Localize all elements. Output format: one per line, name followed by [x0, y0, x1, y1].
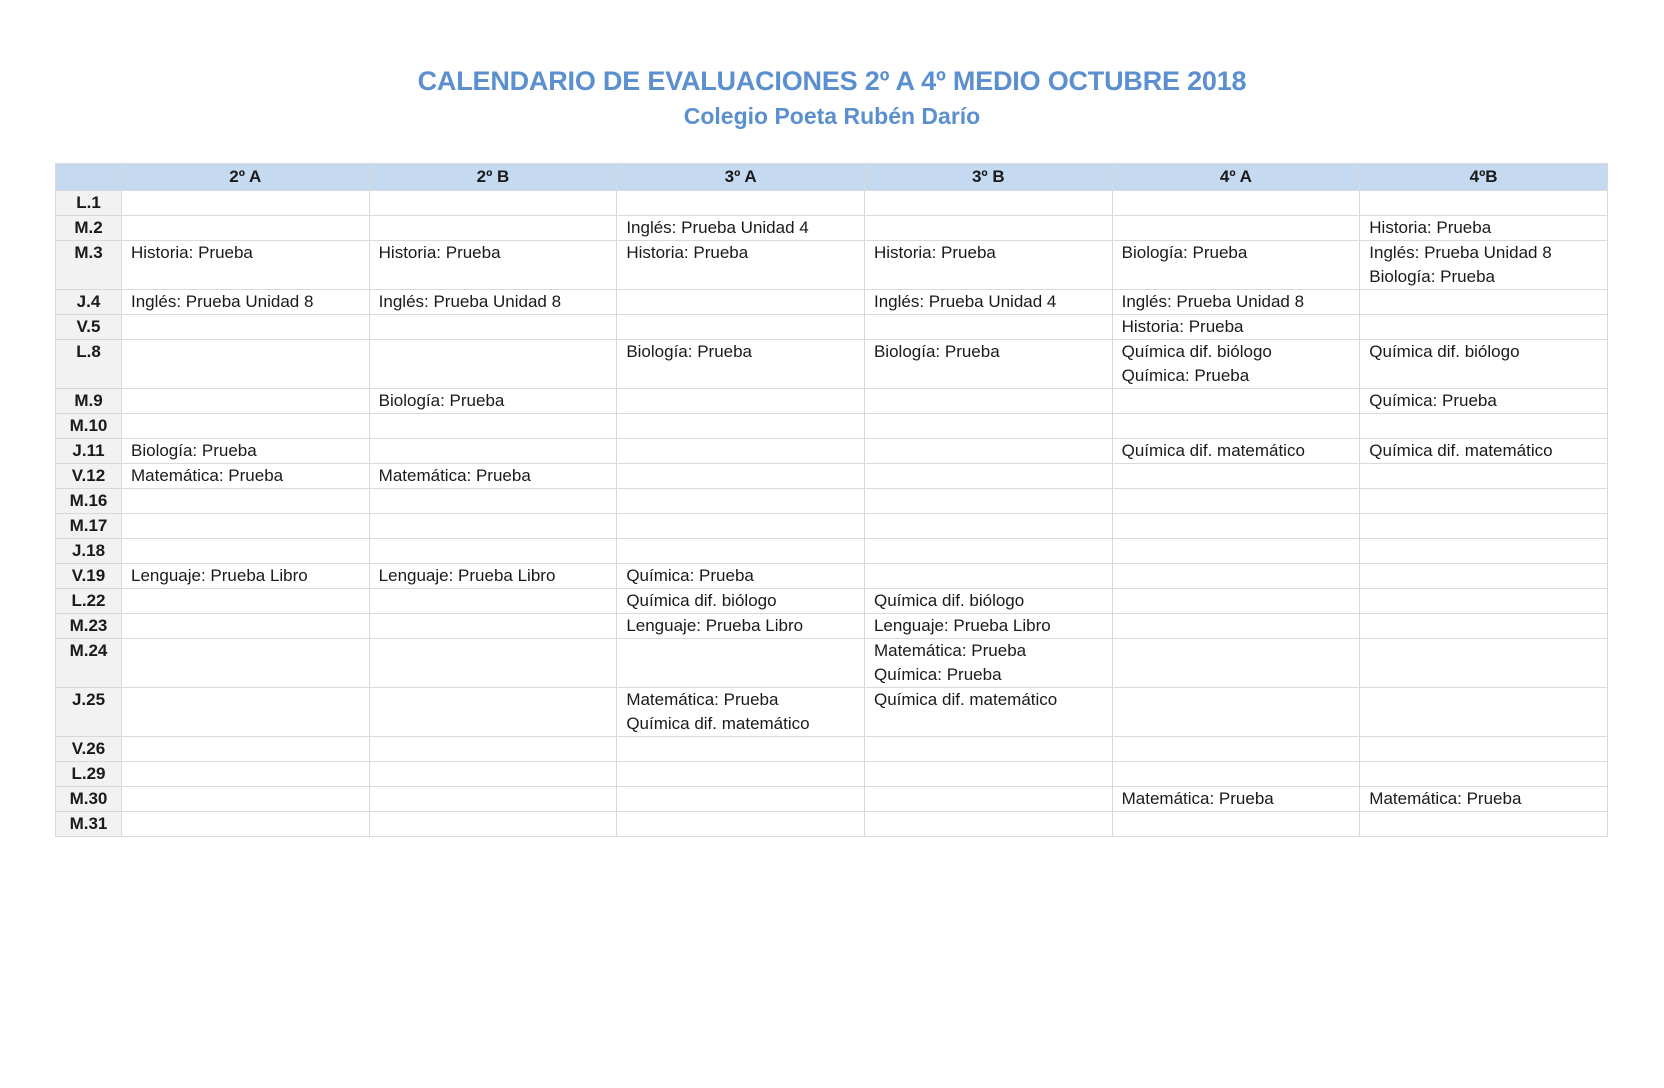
- calendar-cell: [369, 737, 617, 762]
- calendar-cell: [1360, 315, 1608, 340]
- calendar-cell: [864, 812, 1112, 837]
- calendar-cell: [1112, 614, 1360, 639]
- calendar-cell: [864, 539, 1112, 564]
- evaluation-entry: Química dif. matemático: [1121, 441, 1305, 460]
- calendar-cell: [369, 191, 617, 216]
- calendar-cell: [617, 539, 865, 564]
- evaluation-entry: Biología: Prueba: [131, 441, 257, 460]
- calendar-cell: [1360, 514, 1608, 539]
- calendar-cell: [864, 614, 1112, 639]
- calendar-cell: [1112, 389, 1360, 414]
- table-row: [56, 639, 1608, 688]
- table-row: [56, 489, 1608, 514]
- table-row: [56, 216, 1608, 241]
- calendar-cell: [617, 489, 865, 514]
- calendar-cell: [369, 290, 617, 315]
- calendar-cell: [369, 639, 617, 688]
- table-row: [56, 389, 1608, 414]
- day-label: V.5: [56, 315, 122, 340]
- calendar-cell: [1360, 737, 1608, 762]
- evaluation-entry: Historia: Prueba: [131, 243, 253, 262]
- calendar-cell: [1360, 340, 1608, 389]
- calendar-cell: [122, 639, 370, 688]
- day-label: J.11: [56, 439, 122, 464]
- table-row: [56, 614, 1608, 639]
- calendar-cell: [617, 639, 865, 688]
- evaluation-entry: Química: Prueba: [1121, 366, 1250, 385]
- table-row: [56, 340, 1608, 389]
- day-label: J.25: [56, 688, 122, 737]
- column-header: 2º B: [369, 164, 617, 191]
- evaluation-entry: Matemática: Prueba: [1121, 789, 1274, 808]
- calendar-cell: [617, 191, 865, 216]
- calendar-cell: [864, 589, 1112, 614]
- evaluation-entry: Matemática: Prueba: [131, 466, 284, 485]
- calendar-cell: [122, 315, 370, 340]
- calendar-cell: [1360, 639, 1608, 688]
- evaluation-entry: Lenguaje: Prueba Libro: [131, 566, 308, 585]
- calendar-cell: [369, 539, 617, 564]
- evaluation-entry: Matemática: Prueba: [626, 690, 779, 709]
- calendar-cell: [864, 191, 1112, 216]
- calendar-cell: [1112, 737, 1360, 762]
- calendar-cell: [1360, 290, 1608, 315]
- evaluation-entry: Lenguaje: Prueba Libro: [873, 616, 1051, 635]
- table-row: [56, 737, 1608, 762]
- calendar-cell: [864, 464, 1112, 489]
- calendar-cell: [369, 688, 617, 737]
- calendar-cell: [1360, 489, 1608, 514]
- table-row: [56, 812, 1608, 837]
- calendar-cell: [617, 414, 865, 439]
- evaluation-entry: Química: Prueba: [873, 665, 1002, 684]
- calendar-cell: [1112, 290, 1360, 315]
- calendar-cell: [864, 762, 1112, 787]
- evaluation-entry: Inglés: Prueba Unidad 4: [873, 292, 1057, 311]
- evaluation-entry: Historia: Prueba: [626, 243, 749, 262]
- calendar-cell: [122, 762, 370, 787]
- column-header: 4º A: [1112, 164, 1360, 191]
- page-subtitle: Colegio Poeta Rubén Darío: [683, 103, 981, 129]
- table-row: [56, 290, 1608, 315]
- evaluation-entry: Química dif. biólogo: [1121, 342, 1272, 361]
- table-row: [56, 589, 1608, 614]
- calendar-cell: [369, 514, 617, 539]
- calendar-cell: [1360, 216, 1608, 241]
- evaluation-entry: Historia: Prueba: [1121, 317, 1244, 336]
- calendar-cell: [369, 762, 617, 787]
- table-row: [56, 439, 1608, 464]
- calendar-cell: [617, 762, 865, 787]
- day-label: J.4: [56, 290, 122, 315]
- day-label: L.1: [56, 191, 122, 216]
- calendar-cell: [369, 589, 617, 614]
- calendar-cell: [1360, 464, 1608, 489]
- column-header: 2º A: [122, 164, 370, 191]
- day-label: M.9: [56, 389, 122, 414]
- calendar-cell: [369, 489, 617, 514]
- calendar-cell: [617, 389, 865, 414]
- evaluation-entry: Biología: Prueba: [873, 342, 1000, 361]
- calendar-cell: [617, 688, 865, 737]
- evaluation-entry: Inglés: Prueba Unidad 8: [1369, 243, 1552, 262]
- calendar-cell: [864, 439, 1112, 464]
- corner-cell: [56, 164, 122, 191]
- table-row: [56, 464, 1608, 489]
- day-label: M.31: [56, 812, 122, 837]
- calendar-cell: [864, 414, 1112, 439]
- table-row: [56, 414, 1608, 439]
- table-row: [56, 241, 1608, 290]
- calendar-cell: [369, 340, 617, 389]
- day-label: M.30: [56, 787, 122, 812]
- calendar-cell: [1360, 191, 1608, 216]
- calendar-cell: [617, 315, 865, 340]
- calendar-cell: [369, 812, 617, 837]
- calendar-cell: [1360, 589, 1608, 614]
- column-header: 3º B: [864, 164, 1112, 191]
- calendar-cell: [864, 514, 1112, 539]
- calendar-cell: [864, 737, 1112, 762]
- calendar-cell: [864, 340, 1112, 389]
- day-label: M.3: [56, 241, 122, 290]
- calendar-cell: [122, 514, 370, 539]
- calendar-cell: [617, 564, 865, 589]
- day-label: L.22: [56, 589, 122, 614]
- calendar-cell: [864, 315, 1112, 340]
- calendar-cell: [369, 464, 617, 489]
- calendar-cell: [1112, 589, 1360, 614]
- day-label: M.10: [56, 414, 122, 439]
- evaluation-entry: Inglés: Prueba Unidad 8: [378, 292, 562, 311]
- evaluation-entry: Biología: Prueba: [1369, 267, 1495, 286]
- day-label: L.8: [56, 340, 122, 389]
- calendar-cell: [122, 290, 370, 315]
- calendar-cell: [617, 241, 865, 290]
- calendar-cell: [617, 290, 865, 315]
- table-row: [56, 514, 1608, 539]
- calendar-cell: [122, 787, 370, 812]
- calendar-cell: [122, 564, 370, 589]
- evaluation-entry: Historia: Prueba: [1369, 218, 1492, 237]
- evaluation-entry: Química dif. matemático: [1369, 441, 1553, 460]
- column-header: 4ºB: [1360, 164, 1608, 191]
- calendar-cell: [1360, 812, 1608, 837]
- calendar-cell: [1112, 439, 1360, 464]
- calendar-cell: [864, 564, 1112, 589]
- evaluation-entry: Química dif. biólogo: [873, 591, 1025, 610]
- evaluation-entry: Biología: Prueba: [626, 342, 753, 361]
- calendar-cell: [122, 216, 370, 241]
- calendar-cell: [122, 414, 370, 439]
- calendar-cell: [122, 389, 370, 414]
- day-label: J.18: [56, 539, 122, 564]
- calendar-cell: [1112, 639, 1360, 688]
- calendar-cell: [617, 614, 865, 639]
- table-row: [56, 762, 1608, 787]
- calendar-cell: [864, 639, 1112, 688]
- calendar-cell: [369, 564, 617, 589]
- calendar-cell: [864, 290, 1112, 315]
- table-row: [56, 539, 1608, 564]
- calendar-cell: [1112, 539, 1360, 564]
- calendar-cell: [369, 439, 617, 464]
- day-label: M.16: [56, 489, 122, 514]
- calendar-cell: [122, 439, 370, 464]
- table-row: [56, 315, 1608, 340]
- calendar-cell: [1360, 688, 1608, 737]
- calendar-cell: [1360, 241, 1608, 290]
- calendar-cell: [864, 241, 1112, 290]
- calendar-cell: [617, 589, 865, 614]
- evaluation-entry: Matemática: Prueba: [378, 466, 531, 485]
- evaluation-calendar-table: [55, 163, 1608, 837]
- calendar-cell: [369, 315, 617, 340]
- calendar-cell: [1360, 787, 1608, 812]
- calendar-cell: [1360, 439, 1608, 464]
- calendar-cell: [122, 737, 370, 762]
- evaluation-entry: Química dif. matemático: [626, 714, 810, 733]
- day-label: M.2: [56, 216, 122, 241]
- calendar-cell: [617, 464, 865, 489]
- calendar-cell: [1360, 414, 1608, 439]
- calendar-cell: [617, 439, 865, 464]
- calendar-cell: [122, 539, 370, 564]
- evaluation-entry: Historia: Prueba: [378, 243, 501, 262]
- evaluation-entry: Historia: Prueba: [873, 243, 996, 262]
- calendar-cell: [1360, 564, 1608, 589]
- calendar-cell: [369, 614, 617, 639]
- table-row: [56, 787, 1608, 812]
- calendar-cell: [617, 514, 865, 539]
- calendar-cell: [864, 787, 1112, 812]
- evaluation-entry: Química dif. biólogo: [626, 591, 777, 610]
- calendar-cell: [1112, 315, 1360, 340]
- evaluation-entry: Inglés: Prueba Unidad 8: [1121, 292, 1305, 311]
- calendar-cell: [1360, 762, 1608, 787]
- calendar-cell: [1112, 688, 1360, 737]
- calendar-cell: [122, 614, 370, 639]
- day-label: M.24: [56, 639, 122, 688]
- calendar-cell: [122, 340, 370, 389]
- day-label: M.23: [56, 614, 122, 639]
- evaluation-entry: Inglés: Prueba Unidad 4: [626, 218, 809, 237]
- document-header: [0, 64, 1664, 130]
- calendar-cell: [864, 489, 1112, 514]
- day-label: V.12: [56, 464, 122, 489]
- calendar-cell: [369, 389, 617, 414]
- day-label: V.19: [56, 564, 122, 589]
- calendar-cell: [122, 241, 370, 290]
- calendar-cell: [1112, 241, 1360, 290]
- calendar-cell: [122, 688, 370, 737]
- day-label: M.17: [56, 514, 122, 539]
- evaluation-entry: Lenguaje: Prueba Libro: [626, 616, 804, 635]
- calendar-cell: [1112, 514, 1360, 539]
- evaluation-entry: Inglés: Prueba Unidad 8: [131, 292, 314, 311]
- calendar-cell: [122, 812, 370, 837]
- calendar-cell: [617, 216, 865, 241]
- calendar-cell: [122, 464, 370, 489]
- calendar-cell: [1112, 216, 1360, 241]
- evaluation-entry: Biología: Prueba: [1121, 243, 1248, 262]
- calendar-cell: [122, 489, 370, 514]
- calendar-cell: [1112, 191, 1360, 216]
- calendar-cell: [1112, 489, 1360, 514]
- day-label: V.26: [56, 737, 122, 762]
- table-row: [56, 564, 1608, 589]
- table-body: [56, 191, 1608, 837]
- evaluation-entry: Química dif. matemático: [873, 690, 1058, 709]
- evaluation-entry: Química: Prueba: [626, 566, 754, 585]
- header-row: [56, 164, 1608, 191]
- evaluation-entry: Matemática: Prueba: [873, 641, 1027, 660]
- calendar-cell: [1112, 464, 1360, 489]
- calendar-cell: [369, 241, 617, 290]
- calendar-cell: [1112, 414, 1360, 439]
- calendar-cell: [617, 787, 865, 812]
- evaluation-entry: Química: Prueba: [1369, 391, 1497, 410]
- calendar-cell: [122, 589, 370, 614]
- calendar-cell: [369, 216, 617, 241]
- calendar-cell: [1360, 389, 1608, 414]
- evaluation-entry: Química dif. biólogo: [1369, 342, 1520, 361]
- calendar-cell: [617, 737, 865, 762]
- table-row: [56, 688, 1608, 737]
- page-title: CALENDARIO DE EVALUACIONES 2º A 4º MEDIO OCTUBRE 2018: [417, 66, 1247, 96]
- calendar-cell: [617, 340, 865, 389]
- evaluation-entry: Biología: Prueba: [378, 391, 505, 410]
- calendar-cell: [864, 216, 1112, 241]
- calendar-cell: [864, 389, 1112, 414]
- calendar-cell: [1112, 762, 1360, 787]
- calendar-cell: [369, 787, 617, 812]
- calendar-cell: [1112, 812, 1360, 837]
- calendar-cell: [1112, 787, 1360, 812]
- calendar-cell: [864, 688, 1112, 737]
- day-label: L.29: [56, 762, 122, 787]
- calendar-cell: [1112, 340, 1360, 389]
- evaluation-entry: Lenguaje: Prueba Libro: [378, 566, 556, 585]
- calendar-cell: [1360, 614, 1608, 639]
- calendar-cell: [1112, 564, 1360, 589]
- evaluation-entry: Matemática: Prueba: [1369, 789, 1522, 808]
- calendar-cell: [122, 191, 370, 216]
- calendar-cell: [617, 812, 865, 837]
- table-row: [56, 191, 1608, 216]
- calendar-cell: [369, 414, 617, 439]
- column-header: 3º A: [617, 164, 865, 191]
- calendar-cell: [1360, 539, 1608, 564]
